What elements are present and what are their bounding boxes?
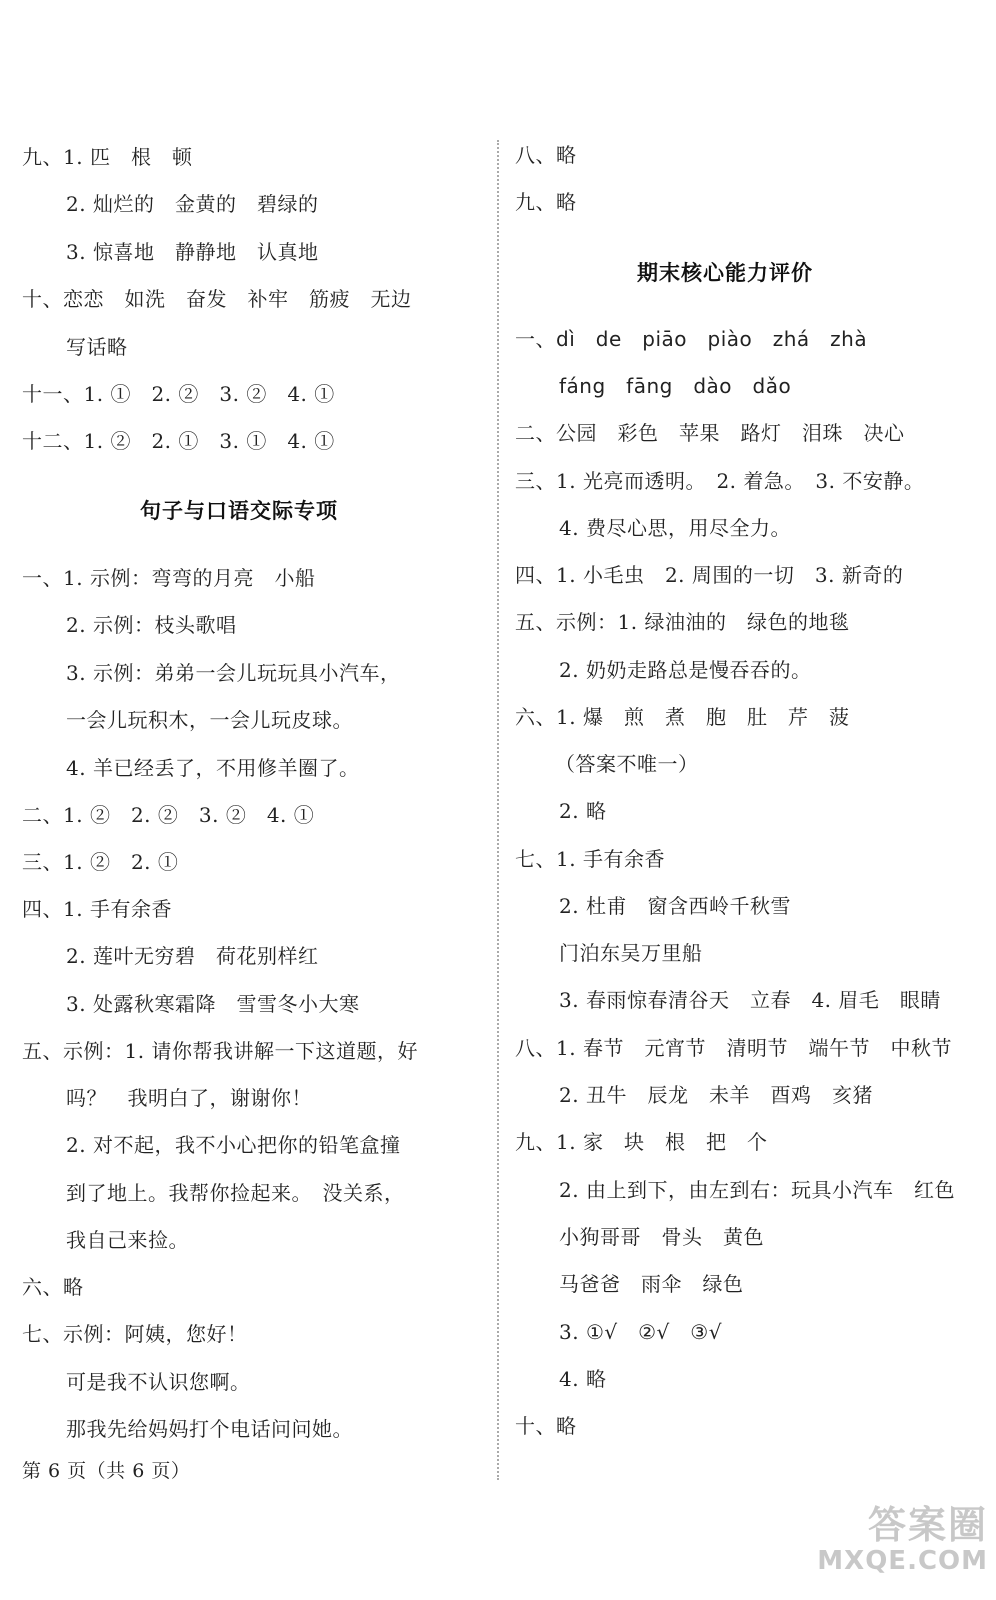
answer-line: 八、略 (515, 143, 577, 167)
answer-line: 一、1. 示例：弯弯的月亮 小船 (22, 566, 316, 590)
answer-line: 八、1. 春节 元宵节 清明节 端午节 中秋节 (515, 1036, 952, 1060)
answer-line: 那我先给妈妈打个电话问问她。 (66, 1417, 353, 1441)
answer-line: 吗？ 我明白了，谢谢你！ (66, 1086, 312, 1110)
answer-line: 二、1. ② 2. ② 3. ② 4. ① (22, 803, 315, 827)
answer-line: 三、1. ② 2. ① (22, 850, 179, 874)
section-heading: 期末核心能力评价 (637, 261, 813, 285)
answer-line: 九、略 (515, 190, 577, 214)
page-number: 第 6 页（共 6 页） (22, 1460, 191, 1482)
answer-line: 4. 略 (559, 1367, 607, 1391)
answer-line: 五、示例：1. 请你帮我讲解一下这道题，好 (22, 1039, 418, 1063)
answer-line: 2. 对不起，我不小心把你的铅笔盒撞 (66, 1133, 401, 1157)
answer-line: 小狗哥哥 骨头 黄色 (559, 1225, 764, 1249)
answer-line: 十一、1. ① 2. ② 3. ② 4. ① (22, 382, 335, 406)
answer-line: 一会儿玩积木，一会儿玩皮球。 (66, 708, 353, 732)
answer-line: 四、1. 手有余香 (22, 897, 172, 921)
answer-line: 四、1. 小毛虫 2. 周围的一切 3. 新奇的 (515, 563, 904, 587)
answer-line: （答案不唯一） (555, 752, 699, 776)
answer-line: 3. ①√ ②√ ③√ (559, 1320, 722, 1344)
answer-line: 我自己来捡。 (66, 1228, 189, 1252)
section-heading: 句子与口语交际专项 (140, 499, 338, 523)
answer-line: 十、略 (515, 1414, 577, 1438)
answer-line: 十二、1. ② 2. ① 3. ① 4. ① (22, 429, 335, 453)
answer-line: 2. 灿烂的 金黄的 碧绿的 (66, 192, 319, 216)
answer-line: fáng fāng dào dǎo (559, 374, 792, 398)
answer-line: 马爸爸 雨伞 绿色 (559, 1272, 744, 1296)
answer-line: 五、示例：1. 绿油油的 绿色的地毯 (515, 610, 850, 634)
watermark-url: MXQE.COM (817, 1546, 988, 1576)
answer-line: 一、dì de piāo piào zhá zhà (515, 327, 868, 351)
answer-line: 3. 处露秋寒霜降 雪雪冬小大寒 (66, 992, 360, 1016)
answer-line: 4. 羊已经丢了，不用修羊圈了。 (66, 756, 360, 780)
answer-line: 2. 由上到下，由左到右：玩具小汽车 红色 (559, 1178, 955, 1202)
answer-line: 到了地上。我帮你捡起来。 没关系， (66, 1181, 405, 1205)
answer-line: 六、略 (22, 1275, 84, 1299)
answer-line: 写话略 (66, 335, 128, 359)
answer-line: 2. 略 (559, 799, 607, 823)
answer-line: 可是我不认识您啊。 (66, 1370, 251, 1394)
answer-line: 三、1. 光亮而透明。 2. 着急。 3. 不安静。 (515, 469, 925, 493)
answer-line: 九、1. 家 块 根 把 个 (515, 1130, 768, 1154)
answer-line: 3. 春雨惊春清谷天 立春 4. 眉毛 眼睛 (559, 988, 941, 1012)
answer-line: 七、示例：阿姨，您好！ (22, 1322, 248, 1346)
answer-line: 3. 惊喜地 静静地 认真地 (66, 240, 319, 264)
answer-line: 十、恋恋 如洗 奋发 补牢 筋疲 无边 (22, 287, 412, 311)
column-divider (497, 140, 499, 1480)
answer-line: 2. 莲叶无穷碧 荷花别样红 (66, 944, 319, 968)
answer-line: 3. 示例：弟弟一会儿玩玩具小汽车， (66, 661, 401, 685)
answer-line: 二、公园 彩色 苹果 路灯 泪珠 决心 (515, 421, 905, 445)
answer-line: 2. 示例：枝头歌唱 (66, 613, 237, 637)
answer-line: 2. 丑牛 辰龙 未羊 酉鸡 亥猪 (559, 1083, 873, 1107)
answer-line: 2. 奶奶走路总是慢吞吞的。 (559, 658, 812, 682)
answer-line: 七、1. 手有余香 (515, 847, 665, 871)
watermark-logo (817, 1494, 988, 1594)
answer-line: 门泊东吴万里船 (559, 941, 703, 965)
answer-line: 六、1. 爆 煎 煮 胞 肚 芹 菠 (515, 705, 850, 729)
watermark-text: 答案圈 (867, 1503, 988, 1547)
answer-line: 九、1. 匹 根 顿 (22, 145, 193, 169)
answer-line: 4. 费尽心思，用尽全力。 (559, 516, 791, 540)
answer-line: 2. 杜甫 窗含西岭千秋雪 (559, 894, 791, 918)
